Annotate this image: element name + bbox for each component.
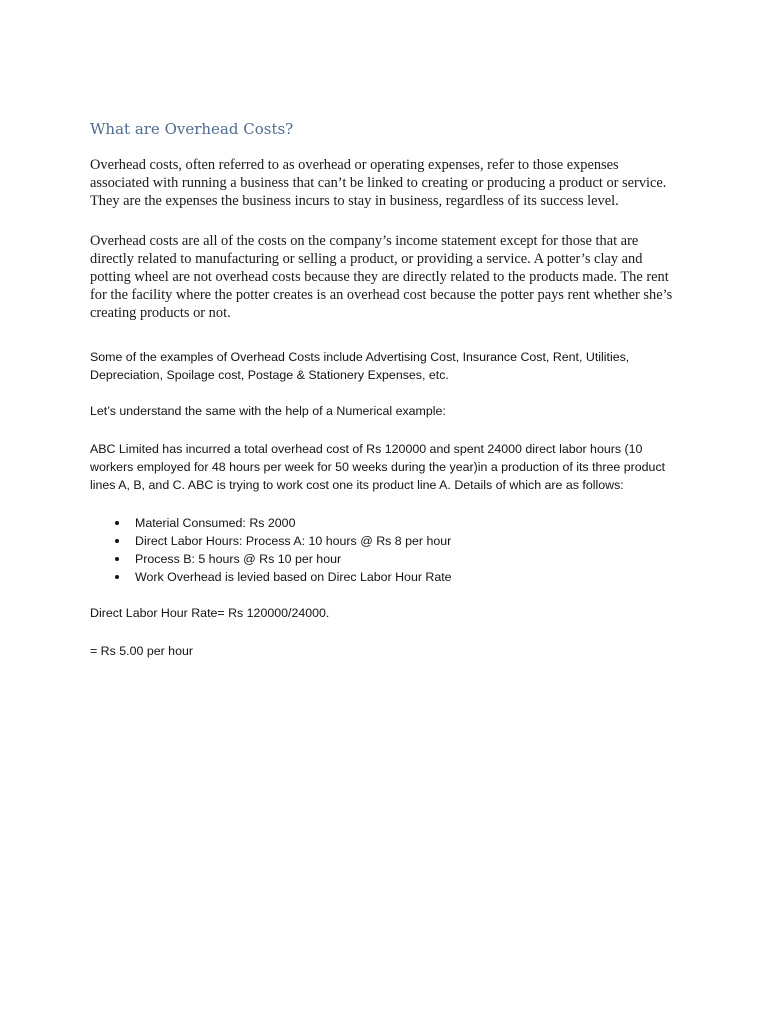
bullet-icon — [115, 557, 119, 561]
rate-formula: Direct Labor Hour Rate= Rs 120000/24000. — [90, 606, 330, 620]
scenario-paragraph: ABC Limited has incurred a total overhead cost of Rs 120000 and spent 24000 direct labor hours (10 workers employed for 48 hours per week for 50 weeks during the year)in a production of its three product lines A, B, and C. ABC is trying to work cost one its product line A. Details of which are as follows: — [90, 442, 666, 492]
rate-result: = Rs 5.00 per hour — [90, 644, 193, 658]
document-content — [90, 120, 680, 678]
list-item — [90, 532, 680, 550]
details-list — [90, 514, 680, 586]
list-item — [90, 514, 680, 532]
list-item-text: Direct Labor Hours: Process A: 10 hours @ Rs 8 per hour — [135, 534, 452, 548]
bullet-icon — [115, 521, 119, 525]
bullet-icon — [115, 575, 119, 579]
bullet-icon — [115, 539, 119, 543]
list-item-text: Process B: 5 hours @ Rs 10 per hour — [135, 552, 342, 566]
examples-paragraph: Some of the examples of Overhead Costs include Advertising Cost, Insurance Cost, Rent, Utilities, Depreciation, Spoilage cost, Postage & Stationery Expenses, etc. — [90, 350, 630, 382]
explanation-paragraph: Overhead costs are all of the costs on the company’s income statement except for those that are directly related to manufacturing or selling a product, or providing a service. A potter’s clay and potting wheel are not overhead costs because they are directly related to the products made. The rent for the facility where the potter creates is an overhead cost because the potter pays rent whether she’s creating products or not. — [90, 233, 673, 321]
definition-paragraph: Overhead costs, often referred to as overhead or operating expenses, refer to those expenses associated with running a business that can’t be linked to creating or producing a product or service. They are the expenses the business incurs to stay in business, regardless of its success level. — [90, 157, 667, 209]
list-item-text: Material Consumed: Rs 2000 — [135, 516, 296, 530]
list-item — [90, 550, 680, 568]
list-item-text: Work Overhead is levied based on Direc Labor Hour Rate — [135, 570, 452, 584]
section-heading: What are Overhead Costs? — [90, 120, 294, 138]
list-item — [90, 568, 680, 586]
numerical-intro: Let’s understand the same with the help of a Numerical example: — [90, 404, 446, 418]
